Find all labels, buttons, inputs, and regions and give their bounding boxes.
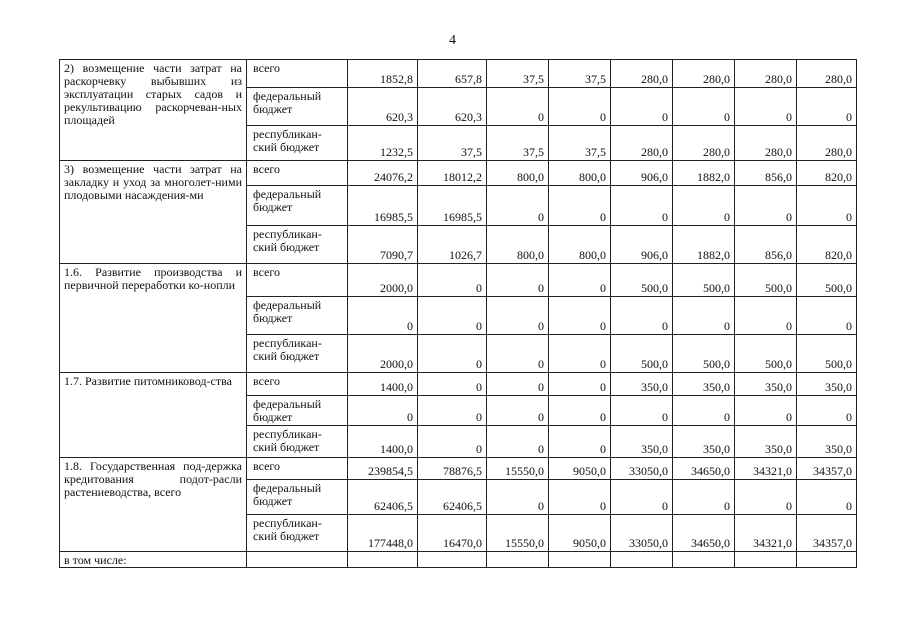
amount-cell: 0 [549, 426, 611, 458]
amount-cell: 0 [673, 297, 735, 335]
amount-cell: 0 [418, 373, 487, 396]
amount-cell: 34650,0 [673, 515, 735, 552]
amount-cell: 350,0 [673, 373, 735, 396]
amount-cell: 820,0 [797, 161, 857, 186]
amount-cell: 0 [549, 88, 611, 126]
amount-cell: 0 [673, 88, 735, 126]
empty-cell [348, 552, 418, 568]
page-number: 4 [449, 33, 456, 48]
amount-cell: 350,0 [735, 373, 797, 396]
amount-cell: 2000,0 [348, 264, 418, 297]
amount-cell: 500,0 [735, 264, 797, 297]
funding-source: всего [247, 264, 348, 297]
amount-cell: 0 [487, 426, 549, 458]
table-row [60, 161, 857, 186]
amount-cell: 350,0 [797, 426, 857, 458]
amount-cell: 0 [549, 297, 611, 335]
amount-cell: 0 [487, 186, 549, 226]
item-description: 3) возмещение части затрат на закладку и уход за многолет-ними плодовыми насаждения-ми [60, 161, 247, 264]
amount-cell: 37,5 [487, 60, 549, 88]
amount-cell: 0 [549, 480, 611, 515]
amount-cell: 0 [611, 480, 673, 515]
amount-cell: 0 [797, 297, 857, 335]
amount-cell: 350,0 [611, 426, 673, 458]
amount-cell: 620,3 [348, 88, 418, 126]
amount-cell: 856,0 [735, 226, 797, 264]
amount-cell: 0 [797, 186, 857, 226]
amount-cell: 9050,0 [549, 458, 611, 480]
amount-cell: 0 [348, 396, 418, 426]
amount-cell: 0 [487, 373, 549, 396]
amount-cell: 15550,0 [487, 515, 549, 552]
amount-cell: 0 [348, 297, 418, 335]
amount-cell: 0 [487, 297, 549, 335]
amount-cell: 280,0 [735, 126, 797, 161]
funding-source: федеральный бюджет [247, 396, 348, 426]
amount-cell: 0 [549, 373, 611, 396]
amount-cell: 0 [673, 186, 735, 226]
amount-cell: 34321,0 [735, 458, 797, 480]
amount-cell: 34321,0 [735, 515, 797, 552]
amount-cell: 0 [673, 396, 735, 426]
amount-cell: 280,0 [797, 60, 857, 88]
amount-cell: 62406,5 [418, 480, 487, 515]
amount-cell: 0 [487, 480, 549, 515]
amount-cell: 0 [797, 480, 857, 515]
item-description: 1.7. Развитие питомниковод-ства [60, 373, 247, 458]
amount-cell: 0 [735, 88, 797, 126]
amount-cell: 350,0 [797, 373, 857, 396]
amount-cell: 0 [735, 480, 797, 515]
amount-cell: 500,0 [797, 264, 857, 297]
empty-cell [247, 552, 348, 568]
table-row [60, 458, 857, 480]
funding-source: федеральный бюджет [247, 480, 348, 515]
amount-cell: 18012,2 [418, 161, 487, 186]
amount-cell: 78876,5 [418, 458, 487, 480]
amount-cell: 2000,0 [348, 335, 418, 373]
budget-table [59, 59, 857, 568]
amount-cell: 1400,0 [348, 426, 418, 458]
amount-cell: 856,0 [735, 161, 797, 186]
amount-cell: 37,5 [487, 126, 549, 161]
table-row-in-that-number [60, 552, 857, 568]
amount-cell: 280,0 [673, 126, 735, 161]
amount-cell: 350,0 [611, 373, 673, 396]
table-row [60, 60, 857, 88]
amount-cell: 500,0 [611, 264, 673, 297]
amount-cell: 280,0 [673, 60, 735, 88]
amount-cell: 1882,0 [673, 226, 735, 264]
amount-cell: 0 [549, 396, 611, 426]
amount-cell: 906,0 [611, 226, 673, 264]
funding-source: республикан-ский бюджет [247, 126, 348, 161]
amount-cell: 0 [735, 297, 797, 335]
amount-cell: 1232,5 [348, 126, 418, 161]
amount-cell: 800,0 [487, 161, 549, 186]
amount-cell: 33050,0 [611, 458, 673, 480]
amount-cell: 800,0 [549, 161, 611, 186]
amount-cell: 500,0 [797, 335, 857, 373]
amount-cell: 0 [418, 297, 487, 335]
amount-cell: 0 [611, 186, 673, 226]
amount-cell: 500,0 [673, 335, 735, 373]
funding-source: всего [247, 161, 348, 186]
amount-cell: 24076,2 [348, 161, 418, 186]
amount-cell: 657,8 [418, 60, 487, 88]
funding-source: всего [247, 60, 348, 88]
amount-cell: 0 [673, 480, 735, 515]
table-row [60, 373, 857, 396]
amount-cell: 15550,0 [487, 458, 549, 480]
amount-cell: 34357,0 [797, 458, 857, 480]
amount-cell: 280,0 [797, 126, 857, 161]
amount-cell: 16470,0 [418, 515, 487, 552]
empty-cell [549, 552, 611, 568]
funding-source: республикан-ский бюджет [247, 515, 348, 552]
empty-cell [418, 552, 487, 568]
amount-cell: 0 [487, 335, 549, 373]
amount-cell: 37,5 [549, 60, 611, 88]
amount-cell: 500,0 [673, 264, 735, 297]
amount-cell: 280,0 [735, 60, 797, 88]
amount-cell: 500,0 [611, 335, 673, 373]
amount-cell: 0 [549, 335, 611, 373]
funding-source: республикан-ский бюджет [247, 426, 348, 458]
amount-cell: 1852,8 [348, 60, 418, 88]
amount-cell: 0 [611, 297, 673, 335]
amount-cell: 0 [418, 335, 487, 373]
item-description: 1.6. Развитие производства и первичной переработки ко-нопли [60, 264, 247, 373]
amount-cell: 16985,5 [348, 186, 418, 226]
amount-cell: 0 [797, 88, 857, 126]
amount-cell: 177448,0 [348, 515, 418, 552]
amount-cell: 1400,0 [348, 373, 418, 396]
empty-cell [673, 552, 735, 568]
amount-cell: 33050,0 [611, 515, 673, 552]
funding-source: федеральный бюджет [247, 186, 348, 226]
amount-cell: 0 [418, 426, 487, 458]
funding-source: федеральный бюджет [247, 297, 348, 335]
amount-cell: 280,0 [611, 126, 673, 161]
amount-cell: 350,0 [735, 426, 797, 458]
amount-cell: 0 [487, 88, 549, 126]
amount-cell: 0 [487, 264, 549, 297]
amount-cell: 1026,7 [418, 226, 487, 264]
amount-cell: 239854,5 [348, 458, 418, 480]
amount-cell: 0 [611, 396, 673, 426]
funding-source: республикан-ский бюджет [247, 335, 348, 373]
amount-cell: 620,3 [418, 88, 487, 126]
amount-cell: 906,0 [611, 161, 673, 186]
item-description: 1.8. Государственная под-держка кредитования подот-расли растениеводства, всего [60, 458, 247, 552]
amount-cell: 1882,0 [673, 161, 735, 186]
amount-cell: 0 [418, 396, 487, 426]
budget-table-body [60, 60, 857, 568]
amount-cell: 800,0 [487, 226, 549, 264]
amount-cell: 0 [735, 186, 797, 226]
amount-cell: 37,5 [418, 126, 487, 161]
amount-cell: 62406,5 [348, 480, 418, 515]
funding-source: республикан-ский бюджет [247, 226, 348, 264]
amount-cell: 800,0 [549, 226, 611, 264]
amount-cell: 0 [611, 88, 673, 126]
amount-cell: 0 [418, 264, 487, 297]
amount-cell: 350,0 [673, 426, 735, 458]
empty-cell [611, 552, 673, 568]
empty-cell [797, 552, 857, 568]
amount-cell: 9050,0 [549, 515, 611, 552]
item-description: 2) возмещение части затрат на раскорчевку выбывших из эксплуатации старых садов и рекультивацию раскорчеван-ных площадей [60, 60, 247, 161]
amount-cell: 0 [797, 396, 857, 426]
amount-cell: 820,0 [797, 226, 857, 264]
amount-cell: 500,0 [735, 335, 797, 373]
amount-cell: 37,5 [549, 126, 611, 161]
empty-cell [487, 552, 549, 568]
amount-cell: 7090,7 [348, 226, 418, 264]
amount-cell: 16985,5 [418, 186, 487, 226]
table-row [60, 264, 857, 297]
amount-cell: 0 [487, 396, 549, 426]
funding-source: всего [247, 458, 348, 480]
amount-cell: 0 [549, 264, 611, 297]
amount-cell: 0 [549, 186, 611, 226]
amount-cell: 34650,0 [673, 458, 735, 480]
funding-source: федеральный бюджет [247, 88, 348, 126]
funding-source: всего [247, 373, 348, 396]
amount-cell: 34357,0 [797, 515, 857, 552]
amount-cell: 0 [735, 396, 797, 426]
amount-cell: 280,0 [611, 60, 673, 88]
empty-cell [735, 552, 797, 568]
footer-label: в том числе: [60, 552, 247, 568]
